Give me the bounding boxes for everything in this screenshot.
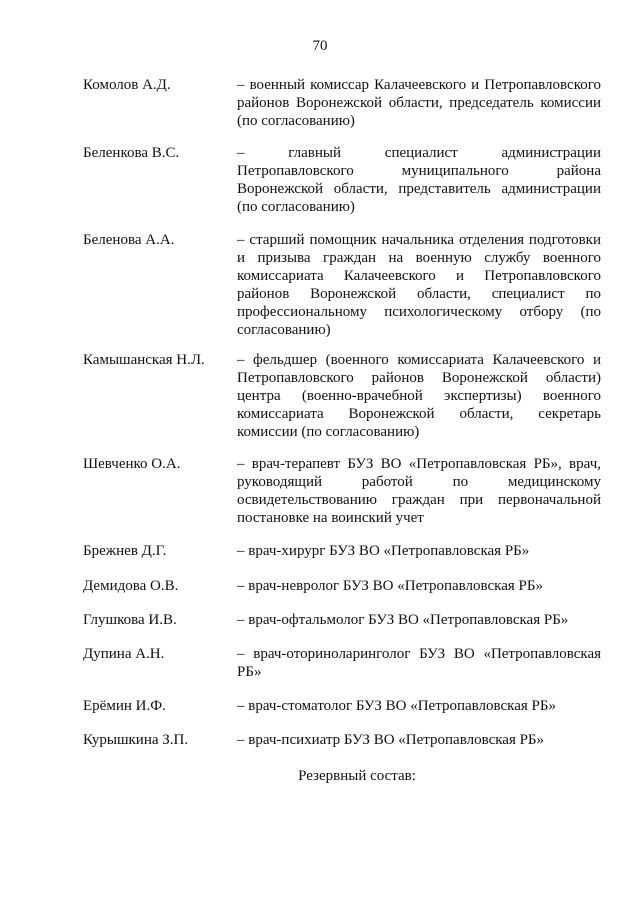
member-role: – врач-стоматолог БУЗ ВО «Петропавловская РБ» xyxy=(237,698,556,714)
member-role: – старший помощник начальника отделения подготовки и призыва граждан на военную службу военного комиссариата Калачеевского и Петропавловского районов Воронежской области, специалист по профессиональному психологическому отбору (по согласованию) xyxy=(237,232,601,338)
member-name: Беленкова В.С. xyxy=(83,145,180,161)
member-name: Камышанская Н.Л. xyxy=(83,352,205,368)
member-role: – фельдшер (военного комиссариата Калачеевского и Петропавловского районов Воронежской области) центра (военно-врачебной экспертизы) военного комиссариата Воронежской области, секретарь комиссии (по согласованию) xyxy=(237,352,601,440)
member-name: Глушкова И.В. xyxy=(83,612,177,628)
member-name: Беленова А.А. xyxy=(83,232,175,248)
member-name: Курышкина З.П. xyxy=(83,732,189,748)
page-number: 70 xyxy=(312,38,328,54)
member-role: – главный специалист администрации Петропавловского муниципального района Воронежской области, представитель администрации (по согласованию) xyxy=(237,145,601,215)
member-role: – врач-невролог БУЗ ВО «Петропавловская РБ» xyxy=(237,578,544,594)
member-role: – военный комиссар Калачеевского и Петропавловского районов Воронежской области, председатель комиссии (по согласованию) xyxy=(237,77,601,129)
reserve-heading: Резервный состав: xyxy=(298,768,416,784)
member-role: – врач-терапевт БУЗ ВО «Петропавловская РБ», врач, руководящий работой по медицинскому освидетельствованию граждан при первоначальной постановке на воинский учет xyxy=(237,456,601,526)
member-name: Ерёмин И.Ф. xyxy=(83,698,166,714)
member-role: – врач-хирург БУЗ ВО «Петропавловская РБ» xyxy=(237,543,530,559)
member-role: – врач-оториноларинголог БУЗ ВО «Петропавловская РБ» xyxy=(237,646,601,680)
member-name: Комолов А.Д. xyxy=(83,77,171,93)
member-role: – врач-офтальмолог БУЗ ВО «Петропавловская РБ» xyxy=(237,612,569,628)
member-name: Брежнев Д.Г. xyxy=(83,543,167,559)
member-role: – врач-психиатр БУЗ ВО «Петропавловская РБ» xyxy=(237,732,545,748)
member-name: Шевченко О.А. xyxy=(83,456,181,472)
member-name: Демидова О.В. xyxy=(83,578,179,594)
member-name: Дупина А.Н. xyxy=(83,646,165,662)
